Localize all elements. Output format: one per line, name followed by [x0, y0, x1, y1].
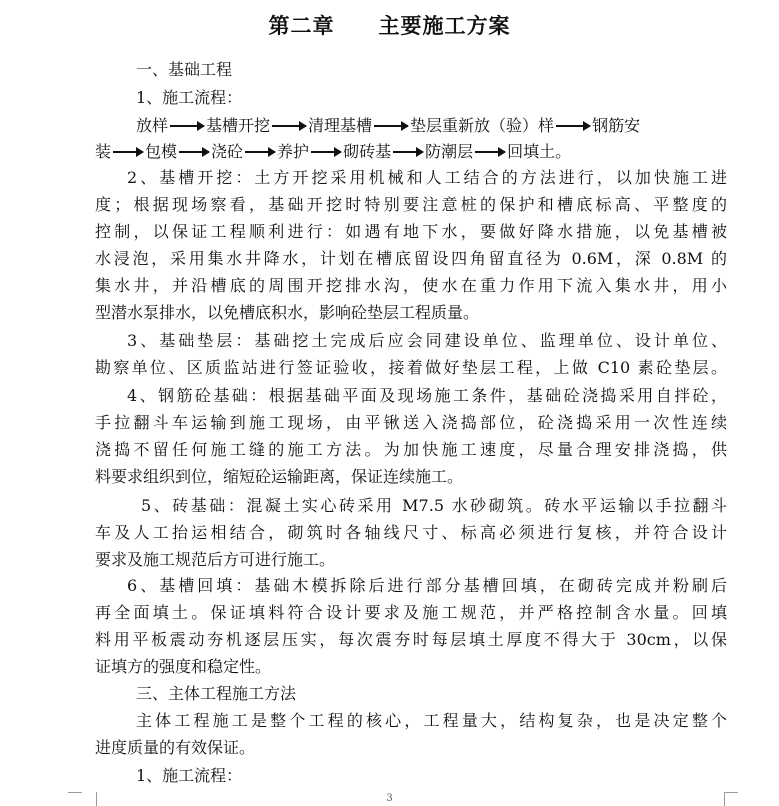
paragraph-line: 水浸泡，采用集水井降水，计划在槽底留设四角留直径为 0.6M，深 0.8M 的 [95, 249, 727, 268]
paragraph-line: 证填方的强度和稳定性。 [95, 657, 272, 676]
paragraph-line: 5、砖基础：混凝土实心砖采用 M7.5 水砂砌筑。砖水平运输以手拉翻斗 [141, 496, 727, 515]
flow-step: 砌砖基 [343, 142, 392, 161]
page-number: 3 [386, 793, 393, 804]
flow-step: 回填土。 [507, 142, 572, 161]
arrow-icon [393, 151, 423, 153]
flow-step: 放样 [136, 116, 169, 135]
paragraph-line: 料用平板震动夯机逐层压实，每次震夯时每层填土厚度不得大于 30cm，以保 [95, 630, 727, 649]
paragraph-line: 集水井，并沿槽底的周围开挖排水沟，使水在重力作用下流入集水井，用小 [95, 276, 727, 295]
paragraph-line: 控制，以保证工程顺利进行：如遇有地下水，要做好降水措施，以免基槽被 [95, 222, 727, 241]
paragraph-line: 型潜水泵排水，以免槽底积水，影响砼垫层工程质量。 [95, 303, 480, 322]
arrow-icon [245, 151, 275, 153]
flow-step: 防潮层 [425, 142, 474, 161]
paragraph-line: 料要求组织到位，缩短砼运输距离，保证连续施工。 [95, 467, 464, 486]
flow-step: 包模 [145, 142, 178, 161]
flow-step: 钢筋安 [592, 116, 641, 135]
subheading-construction-flow-2: 1、施工流程： [136, 766, 243, 785]
arrow-icon [311, 151, 341, 153]
arrow-icon [179, 151, 209, 153]
arrow-icon [113, 151, 143, 153]
arrow-icon [475, 151, 505, 153]
flow-step: 装 [95, 142, 112, 161]
paragraph-line: 浇捣不留任何施工缝的施工方法。为加快施工速度，尽量合理安排浇捣，供 [95, 440, 727, 459]
paragraph-line: 3、基础垫层：基础挖土完成后应会同建设单位、监理单位、设计单位、 [127, 331, 727, 350]
paragraph-line: 6、基槽回填：基础木模拆除后进行部分基槽回填，在砌砖完成并粉刷后 [127, 576, 727, 595]
paragraph-line: 再全面填土。保证填料符合设计要求及施工规范，并严格控制含水量。回填 [95, 603, 727, 622]
arrow-icon [374, 125, 408, 127]
arrow-icon [170, 125, 204, 127]
flow-step: 垫层重新放（验）样 [410, 116, 555, 135]
section-heading-foundation: 一、基础工程 [136, 60, 233, 79]
chapter-title: 第二章 主要施工方案 [268, 13, 511, 38]
paragraph-line: 车及人工抬运相结合，砌筑时各轴线尺寸、标高必须进行复核，并符合设计 [95, 523, 727, 542]
paragraph-line: 2、基槽开挖：土方开挖采用机械和人工结合的方法进行，以加快施工进 [127, 168, 727, 187]
flow-step: 浇砼 [211, 142, 244, 161]
paragraph-line: 手拉翻斗车运输到施工现场，由平锹送入浇捣部位，砼浇捣采用一次性连续 [95, 413, 727, 432]
paragraph-line: 主体工程施工是整个工程的核心，工程量大，结构复杂，也是决定整个 [136, 711, 727, 730]
paragraph-line: 要求及施工规范后方可进行施工。 [95, 550, 336, 569]
flow-line-1 [136, 112, 727, 140]
paragraph-line: 进度质量的有效保证。 [95, 738, 256, 757]
paragraph-line: 4、钢筋砼基础：根据基础平面及现场施工条件，基础砼浇捣采用自拌砼， [127, 386, 727, 405]
flow-step: 清理基槽 [308, 116, 373, 135]
arrow-icon [556, 125, 590, 127]
subheading-construction-flow: 1、施工流程： [136, 88, 243, 107]
flow-step: 养护 [277, 142, 310, 161]
arrow-icon [272, 125, 306, 127]
flow-step: 基槽开挖 [206, 116, 271, 135]
section-heading-main-structure: 三、主体工程施工方法 [136, 684, 297, 703]
flow-line-2 [95, 138, 727, 166]
paragraph-line: 度；根据现场察看，基础开挖时特别要注意桩的保护和槽底标高、平整度的 [95, 195, 727, 214]
paragraph-line: 勘察单位、区质监站进行签证验收，接着做好垫层工程，上做 C10 素砼垫层。 [95, 358, 727, 377]
